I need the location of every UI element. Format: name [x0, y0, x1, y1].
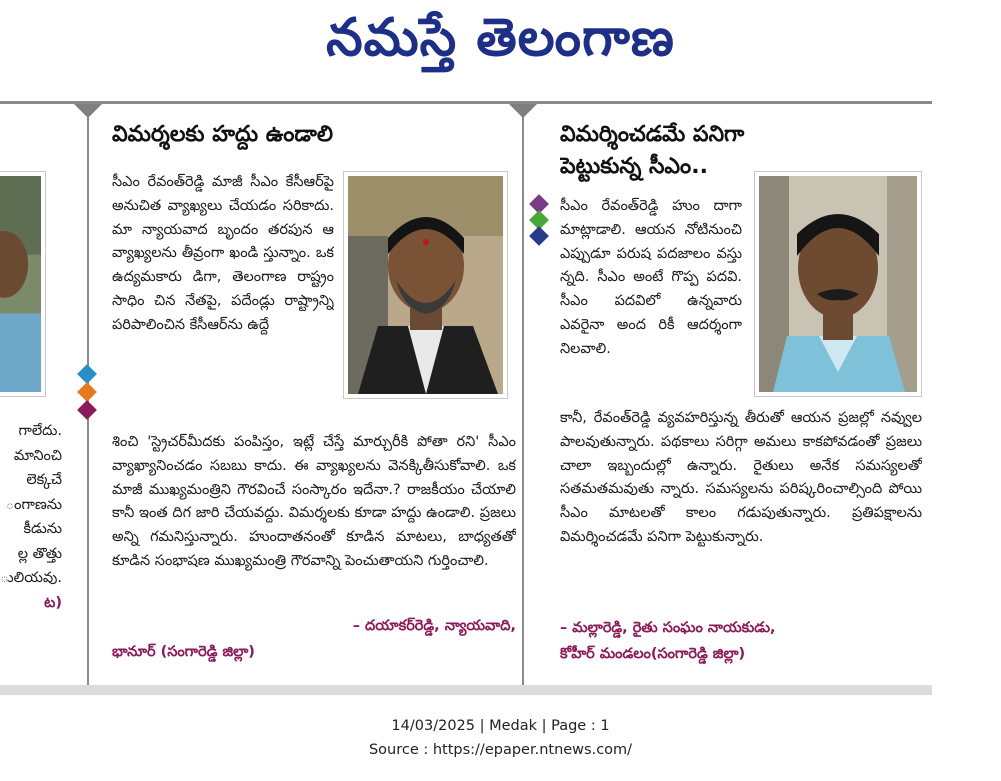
article1-body-narrow: సీఎం రేవంత్‌రెడ్డి మాజీ సీఎం కేసీఆర్‌పై అనుచిత వ్యాఖ్యలు చేయడం సరికాదు. మా న్యాయవాద బృందం తరపున ఆ వ్యాఖ్యలను తీవ్రంగా ఖండి స్తున్నాం. ఒక ఉద్యమకారు డిగా, తెలంగాణ రాష్ట్రం సాధిం చిన నేతపై, పదేండ్లు రాష్ట్రాన్ని పరిపాలించిన కేసీఆర్‌ను ఉద్దే: [112, 174, 334, 333]
lawyer-portrait-image: [348, 176, 503, 394]
article1-byline-place: భానూర్ (సంగారెడ్డి జిల్లా): [112, 644, 255, 660]
article2-headline-line1: విమర్శించడమే పనిగా: [560, 122, 745, 147]
decorative-diamond-orange: [77, 382, 97, 402]
left-photo-fragment: [0, 171, 46, 397]
article2-headline-line2: పెట్టుకున్న సీఎం..: [560, 154, 708, 179]
column-divider-right: [522, 104, 524, 685]
article1-body-narrow-box: [112, 171, 334, 433]
left-fragment-line: ట): [44, 594, 62, 611]
article1-body-wide-box: [112, 431, 516, 607]
left-fragment-line: కీడును: [23, 521, 62, 537]
article1-byline-box: [112, 613, 516, 673]
article2-photo: [754, 171, 922, 397]
article1-photo: [343, 171, 508, 399]
newspaper-clipping: [0, 101, 932, 695]
left-fragment-line: లెక్కచే: [26, 472, 62, 488]
left-fragment-line: ల్ల తొత్తు: [17, 545, 62, 562]
article2-body-wide: కానీ, రేవంత్‌రెడ్డి వ్యవహరిస్తున్న తీరుతో ఆయన ప్రజల్లో నవ్వుల పాలవుతున్నారు. పథకాలు సరిగ్గా అమలు కాకపోవడంతో ప్రజలు చాలా ఇబ్బందుల్లో ఉన్నారు. రైతులు అనేక సమస్యలతో సతమతమవుతు న్నారు. సమస్యలను పరిష్కరించాల్సింది పోయి సీఎం మాటలతో కాలం గడుపుతున్నారు. ప్రతిపక్షాలను విమర్శించడమే పనిగా పెట్టుకున్నారు.: [560, 410, 922, 545]
article1-byline-name: – దయాకర్‌రెడ్డి, న్యాయవాది,: [352, 618, 516, 634]
portrait-fragment-image: [0, 176, 41, 392]
farmer-leader-portrait-image: [759, 176, 917, 392]
bottom-band: [0, 685, 932, 695]
divider-marker-right: [509, 104, 537, 118]
divider-marker-left: [74, 104, 102, 118]
article2-byline-box: [560, 615, 922, 675]
left-column-fragment: [0, 419, 62, 615]
masthead: [0, 0, 1001, 86]
top-rule: [0, 101, 932, 104]
left-fragment-line: ంగాణను: [5, 496, 62, 513]
article1-headline-box: [112, 119, 516, 151]
left-fragment-line: ులియవు.: [0, 570, 62, 586]
footer-date-edition: 14/03/2025 | Medak | Page : 1: [391, 718, 610, 734]
article2-body-narrow-box: [560, 195, 742, 411]
article2-body-wide-box: [560, 407, 922, 613]
left-fragment-line: గాలేదు.: [18, 423, 62, 439]
article1-headline: విమర్శలకు హద్దు ఉండాలి: [112, 122, 333, 147]
article2-body-narrow: సీఎం రేవంత్‌రెడ్డి హుం దాగా మాట్లాడాలి. ఆయన నోటినుంచి ఎప్పుడూ పరుష పదజాలం వస్తు న్నది. సీఎం అంటే గొప్ప పదవి. సీఎం పదవిలో ఉన్నవారు ఎవరైనా అంద రికీ ఆదర్శంగా నిలవాలి.: [560, 198, 742, 357]
decorative-diamond-navy: [529, 226, 549, 246]
footer-source: Source : https://epaper.ntnews.com/: [368, 742, 633, 758]
article1-body-wide: శించి 'స్ట్రెచర్‌మీదకు పంపిస్తం, ఇట్లే చేస్తే మార్చురీకి పోతా రని' సీఎం వ్యాఖ్యానించడం సబబు కాదు. ఈ వ్యాఖ్యలను వెనక్కితీసుకోవాలి. ఒక మాజీ ముఖ్యమంత్రిని గౌరవించే సంస్కారం ఇదేనా.? రాజకీయం చేయాలి కానీ ఇంత దిగ జారి చేయవద్దు. విమర్శలకు కూడా హద్దు ఉండాలి. ప్రజలు అన్ని గమనిస్తున్నారు. హుందాతనంతో కూడిన మాటలు, బాధ్యతతో కూడిన సంభాషణ ముఖ్యమంత్రి గౌరవాన్ని పెంచుతాయని గుర్తించాలి.: [112, 434, 516, 569]
decorative-diamond-blue: [77, 364, 97, 384]
article2-byline-place: కోహీర్ మండలం(సంగారెడ్డి జిల్లా): [560, 646, 746, 662]
decorative-diamond-maroon: [77, 400, 97, 420]
article2-byline-name: – మల్లారెడ్డి, రైతు సంఘం నాయకుడు,: [560, 620, 776, 636]
newspaper-title: నమస్తే తెలంగాణ: [326, 8, 675, 68]
left-fragment-line: మానించి: [13, 447, 62, 464]
